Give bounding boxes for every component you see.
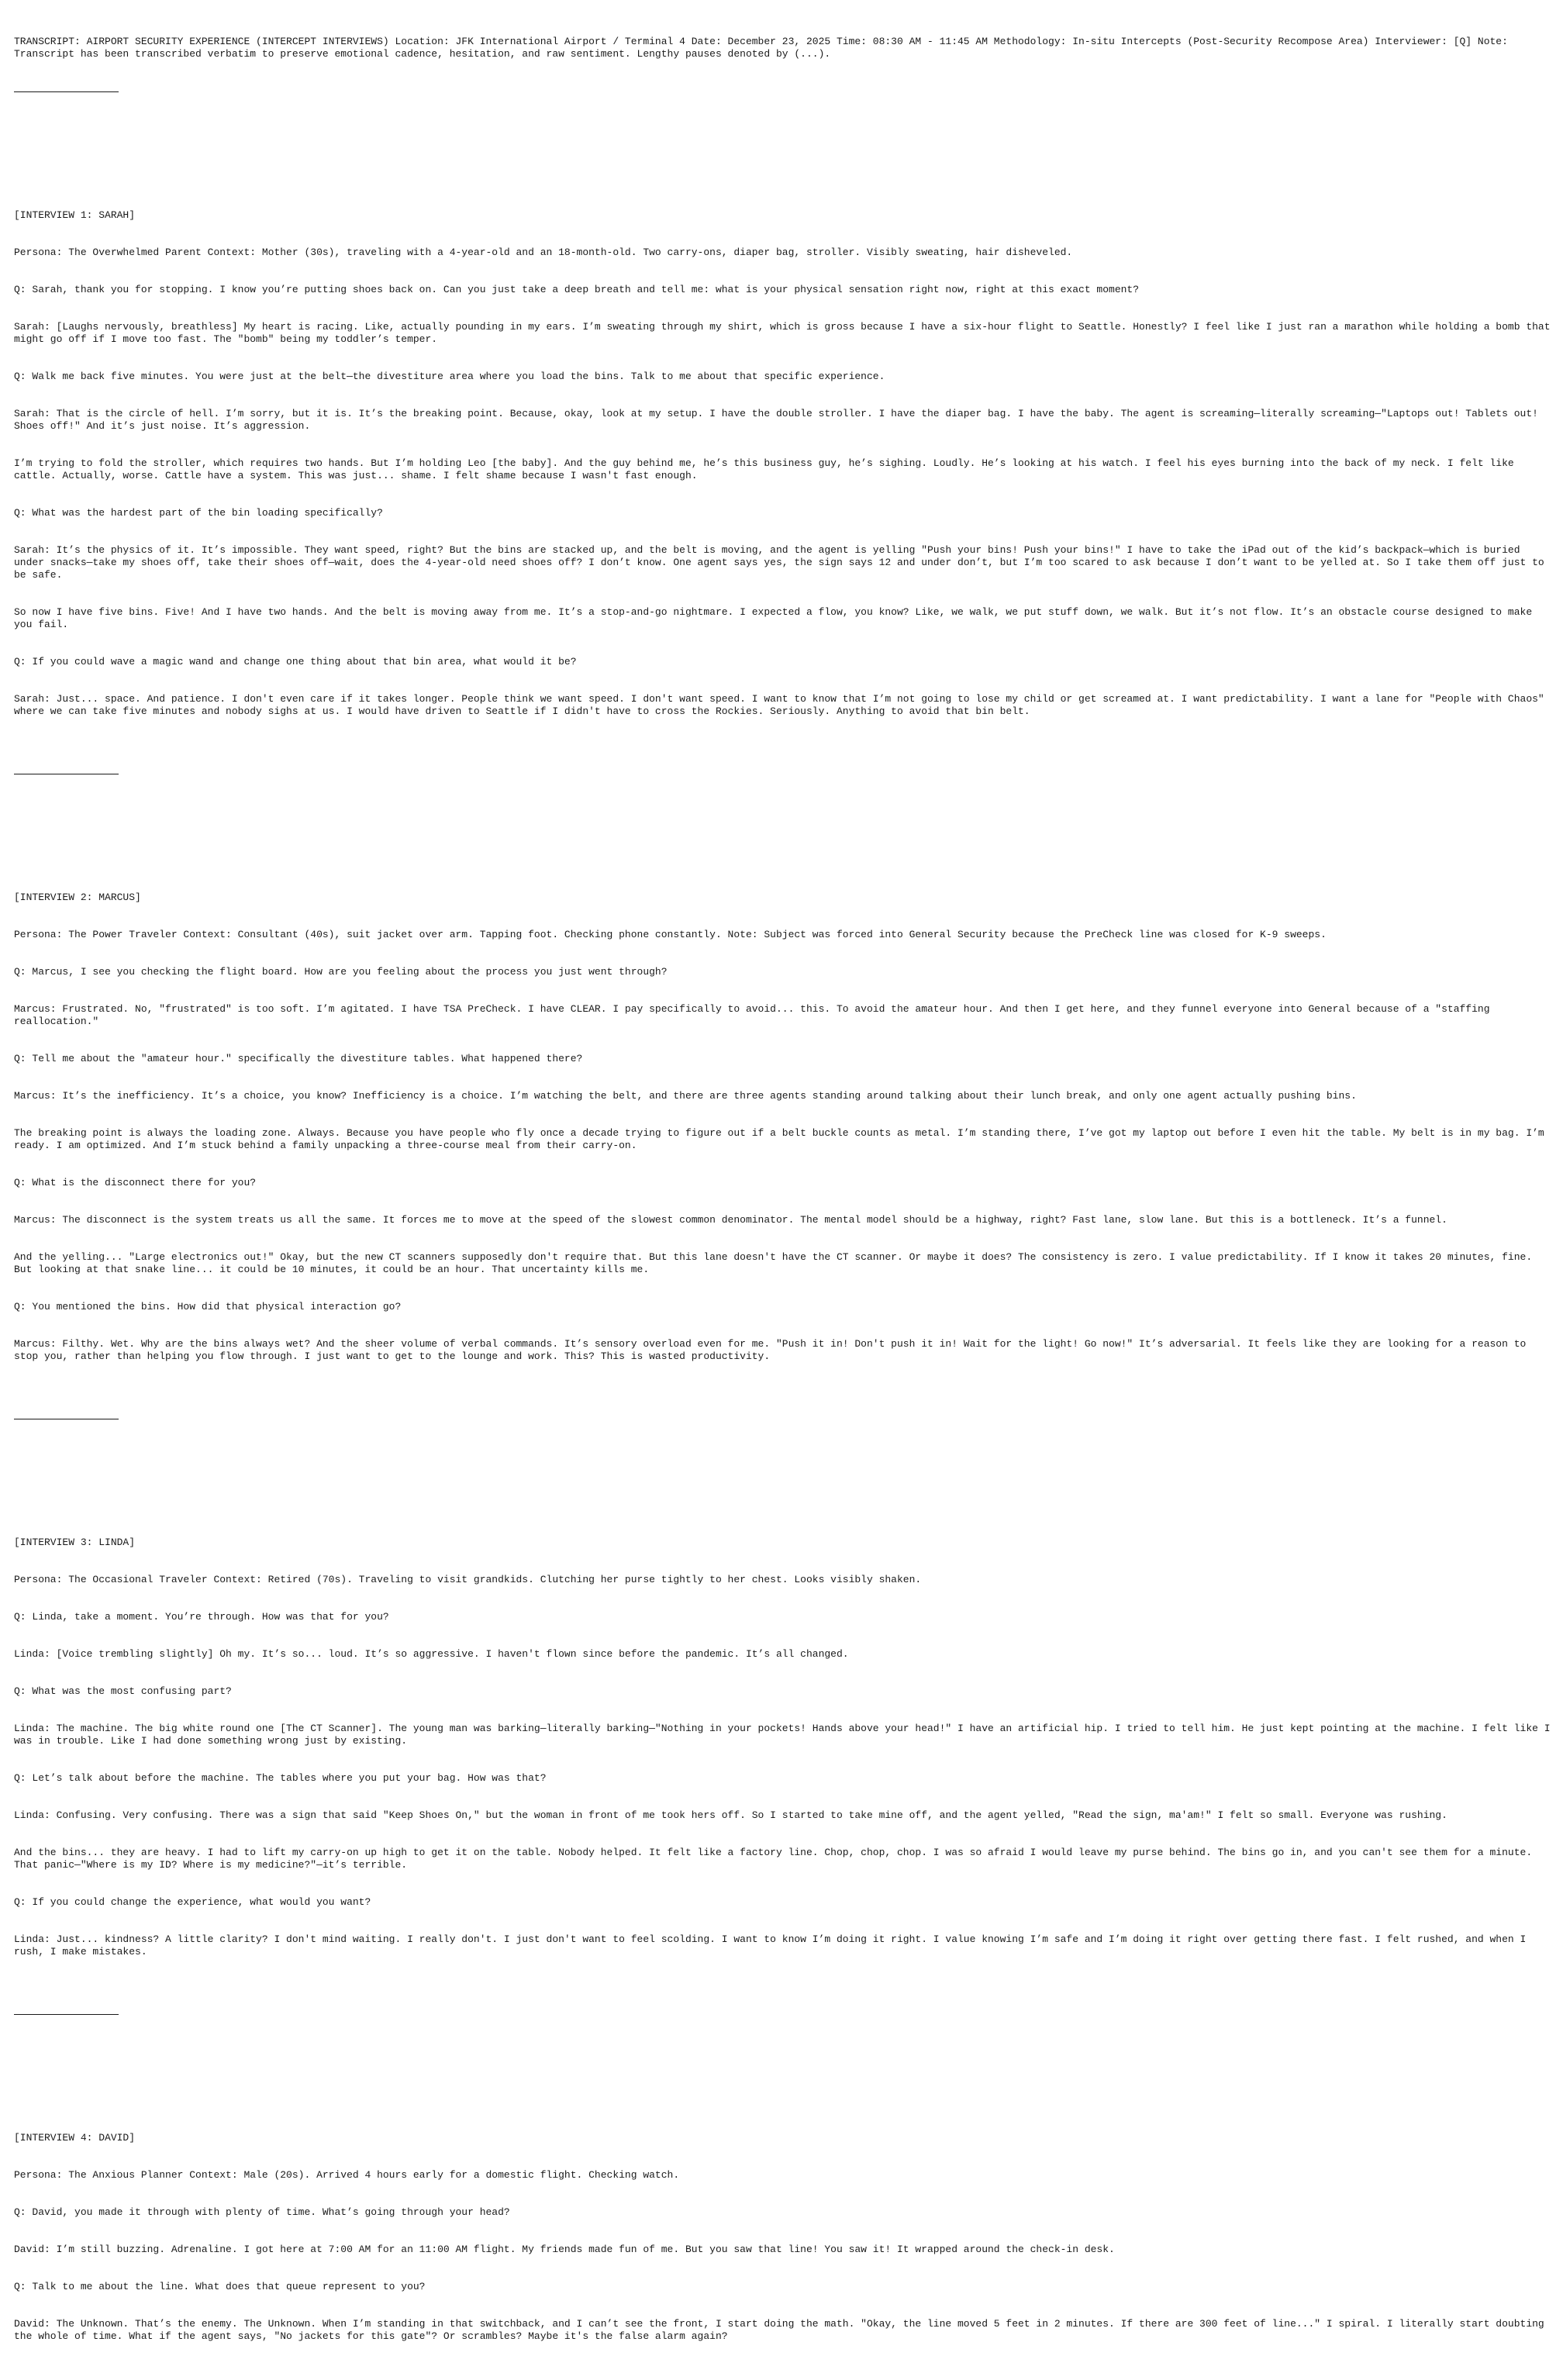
transcript-line: Linda: [Voice trembling slightly] Oh my. It’s so... loud. It’s so aggressive. I haven't flown since before the pandemic. It’s all changed. <box>14 1648 849 1660</box>
interview-title: [INTERVIEW 4: DAVID] <box>14 2132 136 2144</box>
section-gap <box>14 1450 1554 1475</box>
transcript-line: Q: What was the hardest part of the bin loading specifically? <box>14 507 383 519</box>
interview-section <box>14 185 1557 743</box>
transcript-line: Persona: The Overwhelmed Parent Context: Mother (30s), traveling with a 4-year-old and an 18-month-old. Two carry-ons, diaper bag, stroller. Visibly sweating, hair disheveled. <box>14 247 1073 258</box>
section-divider <box>14 2014 119 2015</box>
section-gap <box>14 122 1554 147</box>
section-divider <box>14 91 119 92</box>
transcript-line: Linda: The machine. The big white round one [The CT Scanner]. The young man was barking—literally barking—"Nothing in your pockets! Hands above your head!" I have an artificial hip. I tried to tell him. He just kept pointing at the machine. I felt like I was in trouble. Like I had done something wrong just by existing. <box>14 1723 1557 1747</box>
transcript-line: Persona: The Occasional Traveler Context: Retired (70s). Traveling to visit grandkids. Clutching her purse tightly to her chest. Looks visibly shaken. <box>14 1574 922 1585</box>
interview-title: [INTERVIEW 3: LINDA] <box>14 1537 136 1548</box>
transcript-line: The breaking point is always the loading zone. Always. Because you have people who fly once a decade trying to figure out if a belt buckle counts as metal. I’m standing there, I’ve got my laptop out before I even hit the table. My belt is in my bag. I’m ready. I am optimized. And I’m stuck behind a family unpacking a three-course meal from their carry-on. <box>14 1127 1551 1151</box>
transcript-line: Q: David, you made it through with plenty of time. What’s going through your head? <box>14 2206 510 2218</box>
transcript-line: Sarah: It’s the physics of it. It’s impossible. They want speed, right? But the bins are stacked up, and the belt is moving, and the agent is yelling "Push your bins! Push your bins!" I have to take the iPad out of the kid’s backpack—which is buried under snacks—take my shoes off, take their shoes off—wait, does the 4-year-old need shoes off? I don’t know. One agent says yes, the sign says 12 and under don’t, but I’m too scared to ask because I don’t want to be yelled at. So I take them off just to be safe. <box>14 544 1551 581</box>
section-gap <box>14 805 1554 830</box>
interview-title: [INTERVIEW 2: MARCUS] <box>14 892 141 903</box>
interview-title: [INTERVIEW 1: SARAH] <box>14 209 136 221</box>
interview-section <box>14 1512 1557 1983</box>
transcript-line: Marcus: It’s the inefficiency. It’s a choice, you know? Inefficiency is a choice. I’m watching the belt, and there are three agents standing around talking about their lunch break, and only one agent actually pushing bins. <box>14 1090 1357 1102</box>
section-gap <box>14 2045 1554 2070</box>
interview-section <box>14 2107 1554 2368</box>
transcript-line: Persona: The Anxious Planner Context: Male (20s). Arrived 4 hours early for a domestic flight. Checking watch. <box>14 2169 680 2181</box>
transcript-line: So now I have five bins. Five! And I have two hands. And the belt is moving away from me. It’s a stop-and-go nightmare. I expected a flow, you know? Like, we walk, we put stuff down, we walk. But it’s not flow. It’s an obstacle course designed to make you fail. <box>14 606 1538 630</box>
transcript-line: Q: Talk to me about the line. What does that queue represent to you? <box>14 2281 426 2292</box>
transcript-line: Sarah: [Laughs nervously, breathless] My heart is racing. Like, actually pounding in my ears. I’m sweating through my shirt, which is gross because I have a six-hour flight to Seattle. Honestly? I feel like I just ran a marathon while holding a bomb that might go off if I move too fast. The "bomb" being my toddler’s temper. <box>14 321 1557 345</box>
transcript-line: And the bins... they are heavy. I had to lift my carry-on up high to get it on the table. Nobody helped. It felt like a factory line. Chop, chop, chop. I was so afraid I would leave my purse behind. The bins go in, and you can't see them for a minute. That panic—"Where is my ID? Where is my medicine?"—it’s terrible. <box>14 1847 1538 1871</box>
transcript-line: Linda: Confusing. Very confusing. There was a sign that said "Keep Shoes On," but the woman in front of me took hers off. So I started to take mine off, and the agent yelled, "Read the sign, ma'am!" I felt so small. Everyone was rushing. <box>14 1809 1447 1821</box>
transcript-line: Marcus: Filthy. Wet. Why are the bins always wet? And the sheer volume of verbal commands. It’s sensory overload even for me. "Push it in! Don't push it in! Wait for the light! Go now!" It’s adversarial. It feels like they are looking for a reason to stop you, rather than helping you flow through. I just want to get to the lounge and work. This? This is wasted productivity. <box>14 1338 1533 1362</box>
transcript-line: Q: What was the most confusing part? <box>14 1685 232 1697</box>
interview-section <box>14 867 1554 1388</box>
transcript-document <box>14 11 1557 2380</box>
transcript-line: Q: Marcus, I see you checking the flight board. How are you feeling about the process you just went through? <box>14 966 668 978</box>
transcript-line: I’m trying to fold the stroller, which requires two hands. But I’m holding Leo [the baby]. And the guy behind me, he’s this business guy, he’s sighing. Loudly. He’s looking at his watch. I feel his eyes burning into the back of my neck. I felt like cattle. Actually, worse. Cattle have a system. This was just... shame. I felt shame because I wasn't fast enough. <box>14 457 1520 481</box>
transcript-line: Marcus: Frustrated. No, "frustrated" is too soft. I’m agitated. I have TSA PreCheck. I have CLEAR. I pay specifically to avoid... this. To avoid the amateur hour. And then I get here, and they funnel everyone into General because of a "staffing reallocation." <box>14 1003 1496 1027</box>
transcript-line: Persona: The Power Traveler Context: Consultant (40s), suit jacket over arm. Tapping foot. Checking phone constantly. Note: Subject was forced into General Security because the PreCheck line was closed for K-9 sweeps. <box>14 929 1327 940</box>
transcript-line: And the yelling... "Large electronics out!" Okay, but the new CT scanners supposedly don't require that. But this lane doesn't have the CT scanner. Or maybe it does? The consistency is zero. I value predictability. If I know it takes 20 minutes, fine. But looking at that snake line... it could be 10 minutes, it could be an hour. That uncertainty kills me. <box>14 1251 1538 1275</box>
transcript-line: Q: Let’s talk about before the machine. The tables where you put your bag. How was that? <box>14 1772 547 1784</box>
transcript-line: Sarah: Just... space. And patience. I don't even care if it takes longer. People think we want speed. I don't want speed. I want to know that I’m not going to lose my child or get screamed at. I want predictability. I want a lane for "People with Chaos" where we can take five minutes and nobody sighs at us. I would have driven to Seattle if I didn't have to cross the Rockies. Seriously. Anything to avoid that bin belt. <box>14 693 1551 717</box>
transcript-line: Q: If you could change the experience, what would you want? <box>14 1896 371 1908</box>
transcript-line: David: The Unknown. That’s the enemy. The Unknown. When I’m standing in that switchback, and I can’t see the front, I start doing the math. "Okay, the line moved 5 feet in 2 minutes. If there are 300 feet of line..." I spiral. I literally start doubting the whole of time. What if the agent says, "No jackets for this gate"? Or scrambles? Maybe it's the false alarm again? <box>14 2318 1551 2342</box>
transcript-line: Marcus: The disconnect is the system treats us all the same. It forces me to move at the speed of the slowest common denominator. The mental model should be a highway, right? Fast lane, slow lane. But this is a bottleneck. It’s a funnel. <box>14 1214 1447 1226</box>
transcript-line: Q: Sarah, thank you for stopping. I know you’re putting shoes back on. Can you just take a deep breath and tell me: what is your physical sensation right now, right at this exact moment? <box>14 284 1140 295</box>
transcript-line: David: I’m still buzzing. Adrenaline. I got here at 7:00 AM for an 11:00 AM flight. My friends made fun of me. But you saw that line! You saw it! It wrapped around the check-in desk. <box>14 2244 1115 2255</box>
transcript-line: Q: Walk me back five minutes. You were just at the belt—the divestiture area where you load the bins. Talk to me about that specific experience. <box>14 371 885 382</box>
transcript-line: Q: Tell me about the "amateur hour." specifically the divestiture tables. What happened there? <box>14 1053 583 1064</box>
transcript-line: Q: What is the disconnect there for you? <box>14 1177 257 1188</box>
transcript-line: Q: Linda, take a moment. You’re through. How was that for you? <box>14 1611 389 1623</box>
transcript-header: TRANSCRIPT: AIRPORT SECURITY EXPERIENCE (INTERCEPT INTERVIEWS) Location: JFK International Airport / Terminal 4 Date: December 23, 2025 Time: 08:30 AM - 11:45 AM Methodology: In-situ Intercepts (Post-Security Recompose Area) Interviewer: [Q] Note: Transcript has been transcribed verbatim to preserve emotional cadence, hesitation, and raw sentiment. Lengthy pauses denoted by (...). <box>14 36 1514 60</box>
transcript-line: Sarah: That is the circle of hell. I’m sorry, but it is. It’s the breaking point. Because, okay, look at my setup. I have the double stroller. I have the diaper bag. I have the baby. The agent is screaming—literally screaming—"Laptops out! Tablets out! Shoes off!" And it’s just noise. It’s aggression. <box>14 408 1544 432</box>
transcript-line: Q: You mentioned the bins. How did that physical interaction go? <box>14 1301 402 1312</box>
transcript-line: Linda: Just... kindness? A little clarity? I don't mind waiting. I really don't. I just don't want to feel scolding. I want to know I’m doing it right. I value knowing I’m safe and I’m doing it right over getting there fast. I felt rushed, and when I rush, I make mistakes. <box>14 1933 1533 1957</box>
transcript-line: Q: If you could wave a magic wand and change one thing about that bin area, what would it be? <box>14 656 577 667</box>
